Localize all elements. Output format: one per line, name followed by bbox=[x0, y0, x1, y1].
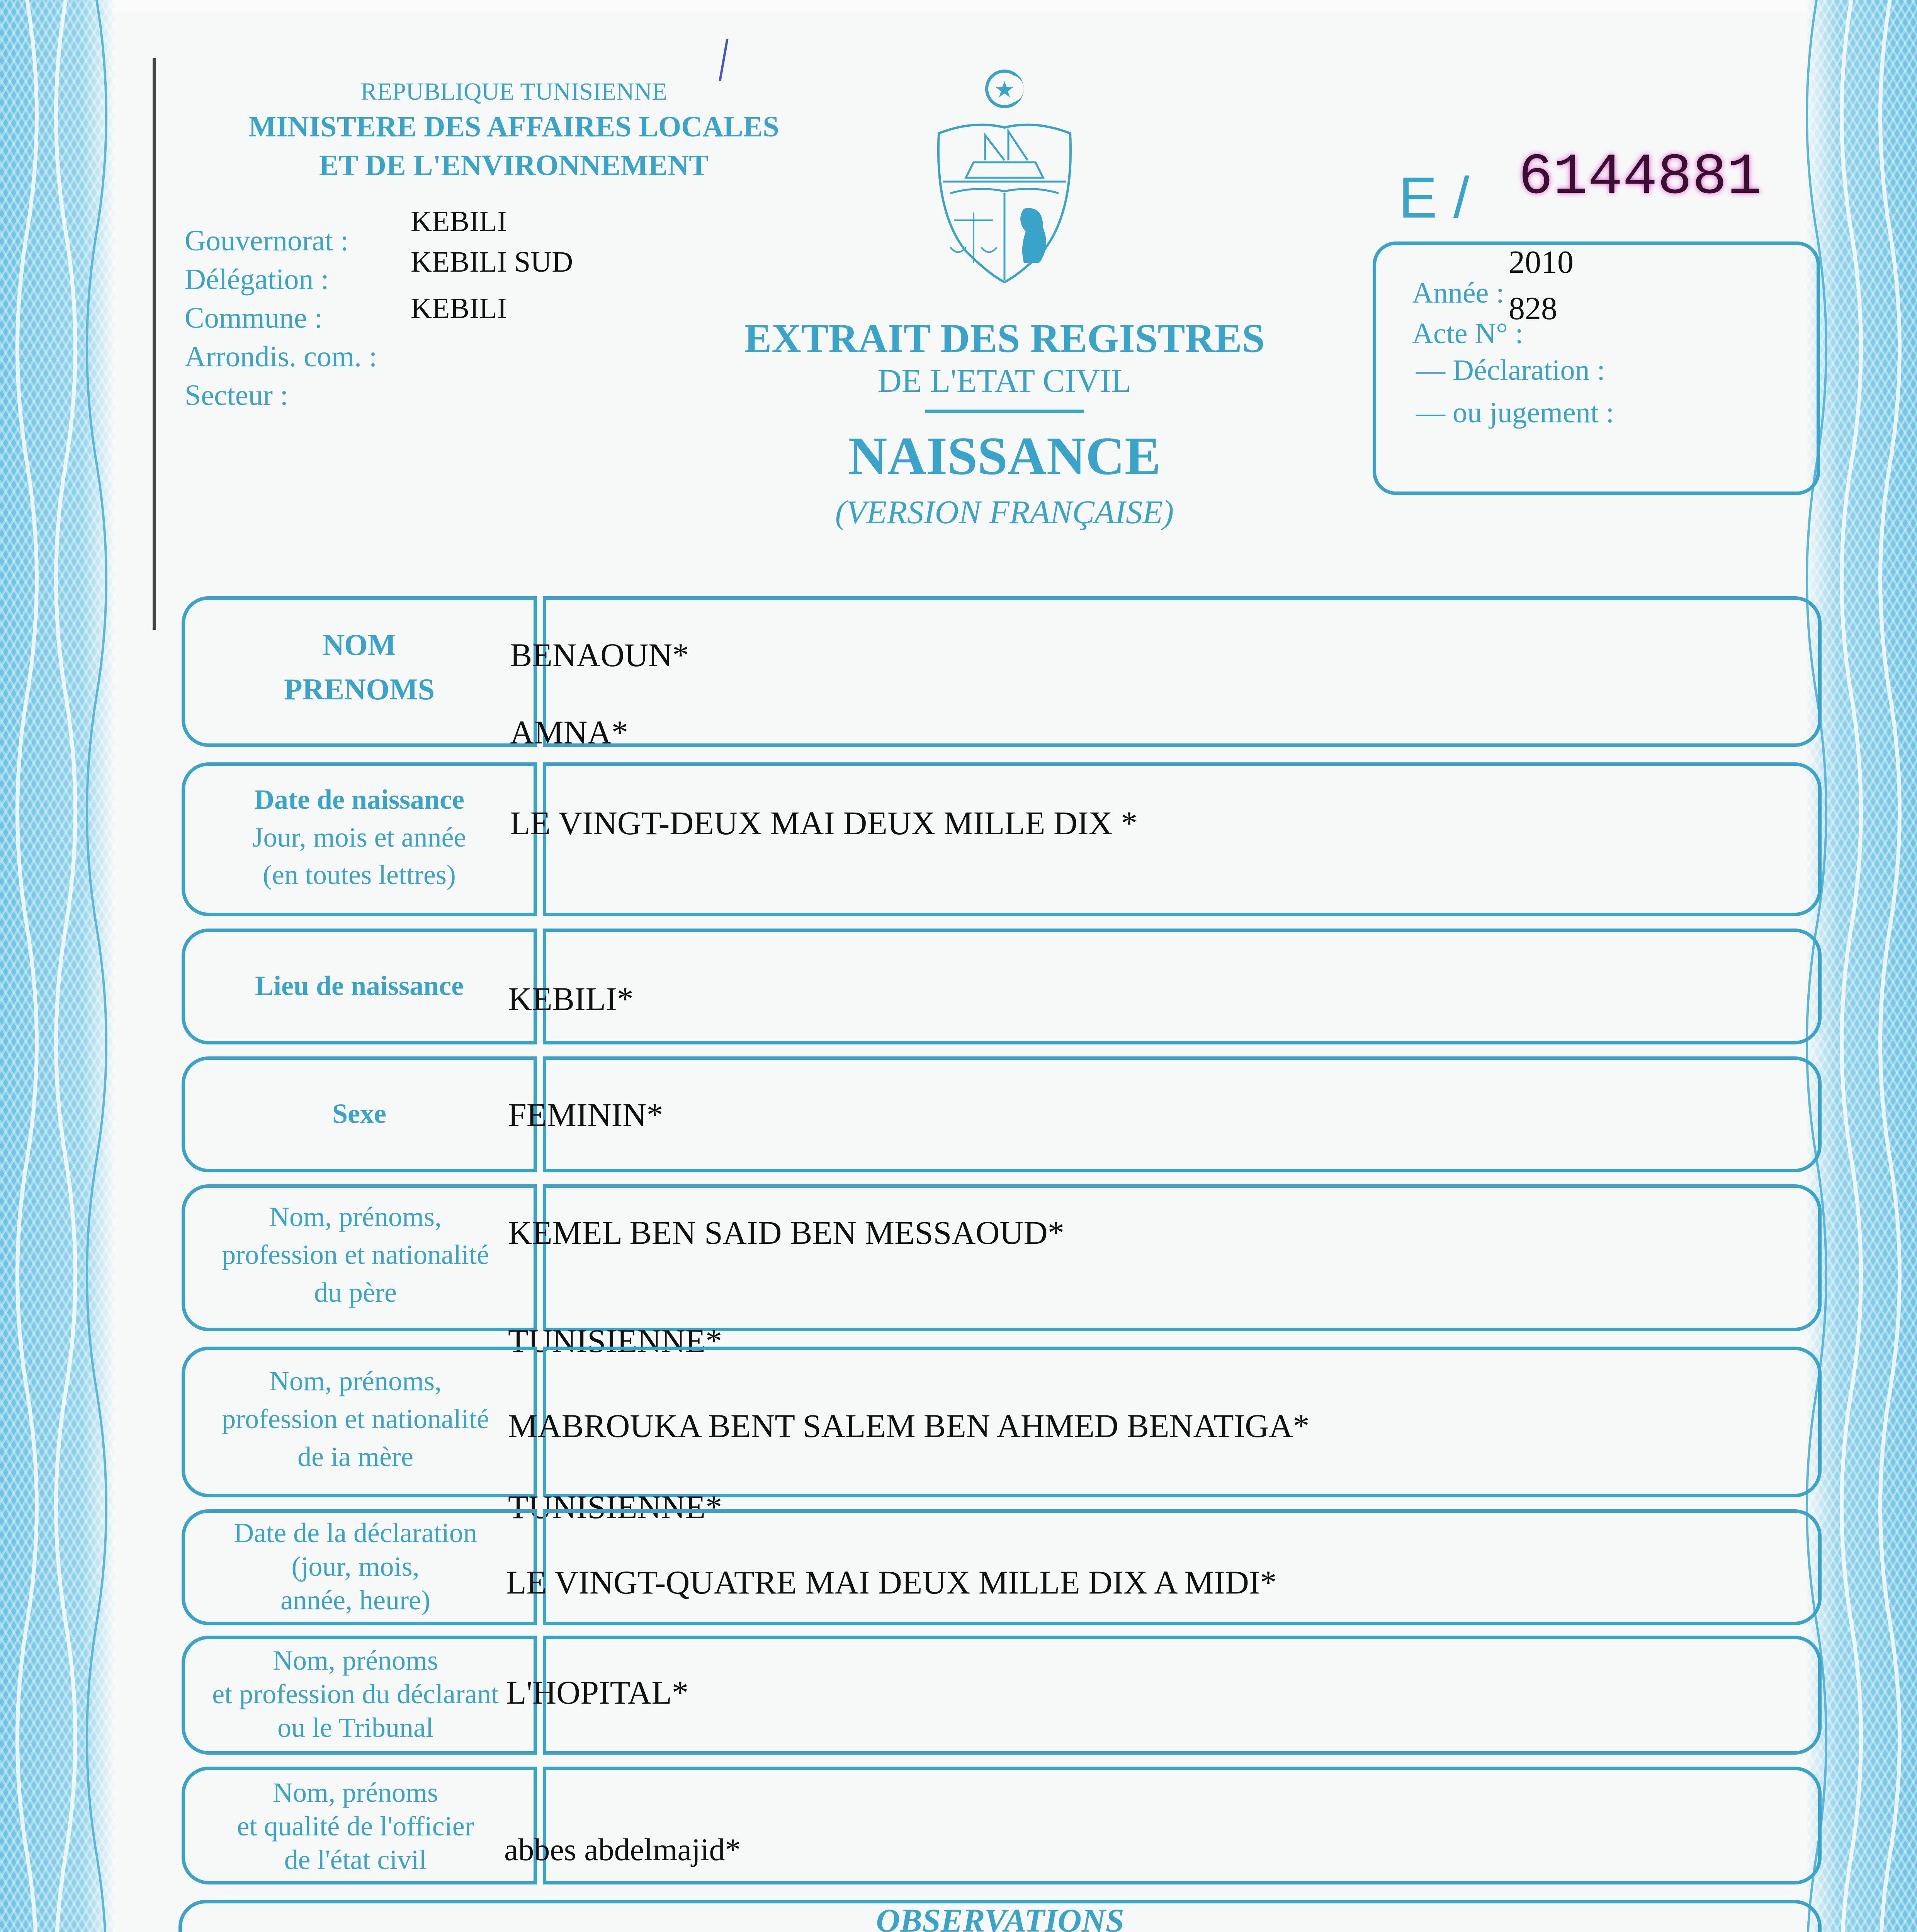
officier-value: abbes abdelmajid* bbox=[504, 1832, 741, 1867]
title-naissance: NAISSANCE bbox=[848, 426, 1161, 486]
pen-mark bbox=[719, 39, 728, 81]
lieu-value: KEBILI* bbox=[508, 980, 634, 1017]
gouvernorat-label: Gouvernorat : bbox=[185, 224, 349, 257]
coat-of-arms-emblem bbox=[927, 66, 1082, 298]
date-naissance-sublabel: Jour, mois et année bbox=[252, 822, 466, 853]
title-etat-civil: DE L'ETAT CIVIL bbox=[877, 362, 1132, 399]
scan-top-strip bbox=[0, 0, 1917, 12]
acte-number-label: Acte N° : bbox=[1412, 317, 1523, 350]
declarant-value-cell bbox=[543, 1636, 1822, 1755]
declarant-label-line1: Nom, prénoms bbox=[273, 1645, 438, 1676]
title-extrait: EXTRAIT DES REGISTRES bbox=[744, 316, 1265, 361]
commune-value: KEBILI bbox=[411, 292, 507, 325]
prenoms-value: AMNA* bbox=[510, 714, 628, 751]
lieu-value-cell bbox=[543, 929, 1822, 1044]
margin-rule bbox=[153, 58, 156, 630]
pere-label-line1: Nom, prénoms, bbox=[269, 1201, 442, 1232]
delegation-value: KEBILI SUD bbox=[411, 246, 573, 278]
date-naissance-sublabel2: (en toutes lettres) bbox=[263, 859, 456, 890]
mere-nationality-value: TUNISIENNE* bbox=[508, 1488, 722, 1526]
mere-name-value: MABROUKA BENT SALEM BEN AHMED BENATIGA* bbox=[508, 1407, 1310, 1444]
secteur-label: Secteur : bbox=[185, 379, 289, 412]
nom-value: BENAOUN* bbox=[510, 636, 689, 673]
declarant-value: L'HOPITAL* bbox=[506, 1674, 688, 1711]
nom-label: NOM bbox=[322, 628, 396, 662]
declaration-date-value: LE VINGT-QUATRE MAI DEUX MILLE DIX A MIDI* bbox=[506, 1564, 1277, 1601]
officier-label-line1: Nom, prénoms bbox=[273, 1777, 438, 1808]
nom-value-cell bbox=[543, 596, 1822, 747]
serial-prefix: E / bbox=[1399, 165, 1470, 230]
declaration-date-label-line1: Date de la déclaration bbox=[234, 1517, 477, 1548]
officier-label-line3: de l'état civil bbox=[284, 1844, 427, 1875]
date-naissance-value: LE VINGT-DEUX MAI DEUX MILLE DIX * bbox=[510, 804, 1138, 842]
annee-label: Année : bbox=[1412, 277, 1504, 309]
declaration-label: — Déclaration : bbox=[1416, 354, 1605, 386]
arrondissement-label: Arrondis. com. : bbox=[185, 340, 377, 373]
declaration-date-label-line2: (jour, mois, bbox=[291, 1551, 420, 1582]
mere-label-line3: de ia mère bbox=[297, 1441, 413, 1472]
gouvernorat-value: KEBILI bbox=[411, 205, 507, 238]
sexe-value: FEMININ* bbox=[508, 1096, 663, 1133]
mere-label-line1: Nom, prénoms, bbox=[269, 1366, 442, 1396]
sexe-value-cell bbox=[543, 1056, 1822, 1172]
title-divider bbox=[925, 410, 1084, 413]
jugement-label: — ou jugement : bbox=[1416, 396, 1614, 429]
country-name: REPUBLIQUE TUNISIENNE bbox=[360, 78, 667, 105]
pere-value-cell bbox=[543, 1184, 1822, 1331]
observations-title: OBSERVATIONS bbox=[876, 1902, 1124, 1932]
commune-label: Commune : bbox=[185, 302, 323, 334]
ministry-line1: MINISTERE DES AFFAIRES LOCALES bbox=[248, 111, 779, 143]
pere-label-line2: profession et nationalité bbox=[222, 1239, 489, 1270]
acte-number-value: 828 bbox=[1509, 291, 1557, 327]
mere-label-line2: profession et nationalité bbox=[222, 1403, 489, 1434]
declarant-label-line2: et profession du déclarant bbox=[212, 1679, 499, 1709]
annee-value: 2010 bbox=[1509, 244, 1574, 280]
prenoms-label: PRENOMS bbox=[284, 672, 435, 706]
declaration-date-label-line3: année, heure) bbox=[280, 1585, 430, 1616]
officier-label-line2: et qualité de l'officier bbox=[237, 1811, 474, 1842]
wave-pattern-left bbox=[0, 0, 124, 1932]
serial-number: 6144881 bbox=[1518, 145, 1762, 211]
sexe-label: Sexe bbox=[332, 1098, 386, 1129]
pere-label-line3: du père bbox=[314, 1277, 397, 1308]
pere-nationality-value: TUNISIENNE* bbox=[508, 1322, 722, 1359]
pere-name-value: KEMEL BEN SAID BEN MESSAOUD* bbox=[508, 1214, 1064, 1251]
ministry-line2: ET DE L'ENVIRONNEMENT bbox=[319, 149, 709, 182]
lieu-label: Lieu de naissance bbox=[255, 970, 464, 1001]
date-naissance-label: Date de naissance bbox=[254, 784, 464, 815]
title-version: (VERSION FRANÇAISE) bbox=[835, 493, 1174, 531]
declarant-label-line3: ou le Tribunal bbox=[277, 1712, 434, 1743]
delegation-label: Délégation : bbox=[185, 263, 329, 296]
